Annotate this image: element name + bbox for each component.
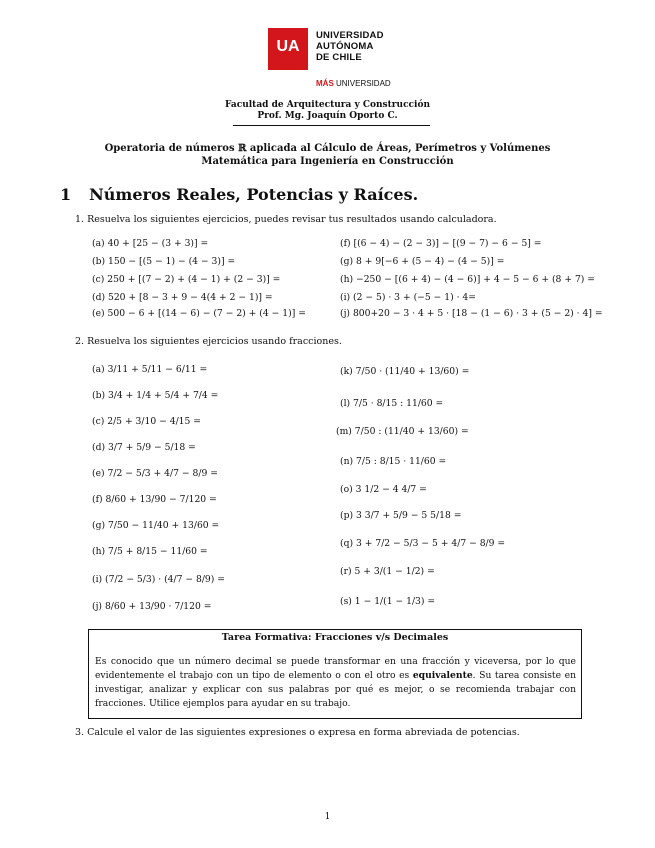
q1-item-f: (f) [(6 − 4) − (2 − 3)] − [(9 − 7) − 6 − 5] = xyxy=(340,238,542,249)
task-text-bold: equivalente xyxy=(412,670,473,681)
logo-tagline xyxy=(316,79,391,88)
faculty-name: Facultad de Arquitectura y Construcción xyxy=(225,100,430,110)
q2-item-f: (f) 8/60 + 13/90 − 7/120 = xyxy=(92,494,217,505)
q1-item-c: (c) 250 + [(7 − 2) + (4 − 1) + (2 − 3)] = xyxy=(92,274,281,285)
q1-item-d: (d) 520 + [8 − 3 + 9 − 4(4 + 2 − 1)] = xyxy=(92,292,273,303)
question-3-text: 3. Calcule el valor de las siguientes expresiones o expresa en forma abreviada de potencias. xyxy=(75,727,520,738)
document-title: Operatoria de números ℝ aplicada al Cálculo de Áreas, Perímetros y Volúmenes xyxy=(104,143,551,154)
q1-item-j: (j) 800+20 − 3 · 4 + 5 · [18 − (1 − 6) · 3 + (5 − 2) · 4] = xyxy=(340,308,603,319)
logo-name-line: DE CHILE xyxy=(316,52,362,63)
formative-task-text xyxy=(95,655,576,711)
q2-item-h: (h) 7/5 + 8/15 − 11/60 = xyxy=(92,546,208,557)
q2-item-o: (o) 3 1/2 − 4 4/7 = xyxy=(340,484,427,495)
logo-name-line: AUTÓNOMA xyxy=(316,41,374,52)
q1-item-e: (e) 500 − 6 + [(14 − 6) − (7 − 2) + (4 − 1)] = xyxy=(92,308,306,319)
section-heading xyxy=(60,185,418,204)
q2-item-d: (d) 3/7 + 5/9 − 5/18 = xyxy=(92,442,196,453)
question-2-text: 2. Resuelva los siguientes ejercicios usando fracciones. xyxy=(75,336,342,347)
q2-item-e: (e) 7/2 − 5/3 + 4/7 − 8/9 = xyxy=(92,468,218,479)
task-text-part: . Su tarea consiste en investigar, analizar y explicar con sus palabras por qué es mejor, o se recomienda trabajar con fracciones. Utilice ejemplos para ayudar en su trabajo. xyxy=(95,670,576,709)
q2-item-g: (g) 7/50 − 11/40 + 13/60 = xyxy=(92,520,220,531)
q2-item-n: (n) 7/5 : 8/15 · 11/60 = xyxy=(340,456,447,467)
section-title: Números Reales, Potencias y Raíces. xyxy=(89,185,419,204)
q2-item-c: (c) 2/5 + 3/10 − 4/15 = xyxy=(92,416,201,427)
document-subtitle: Matemática para Ingeniería en Construcción xyxy=(201,156,454,167)
page-number: 1 xyxy=(324,812,331,822)
task-text-part: Es conocido que un número decimal se puede transformar en una fracción y viceversa, por lo que evidentemente el trabajo con un tipo de elemento o con el otro es xyxy=(95,656,576,681)
q2-item-p: (p) 3 3/7 + 5/9 − 5 5/18 = xyxy=(340,510,462,521)
q1-item-b: (b) 150 − [(5 − 1) − (4 − 3)] = xyxy=(92,256,236,267)
q1-item-h: (h) −250 − [(6 + 4) − (4 − 6)] + 4 − 5 − 6 + (8 + 7) = xyxy=(340,274,595,285)
logo-name-line: UNIVERSIDAD xyxy=(316,30,384,41)
q2-item-i: (i) (7/2 − 5/3) · (4/7 − 8/9) = xyxy=(92,574,225,585)
q2-item-l: (l) 7/5 · 8/15 : 11/60 = xyxy=(340,398,444,409)
q2-item-m: (m) 7/50 : (11/40 + 13/60) = xyxy=(336,426,469,437)
q1-item-a: (a) 40 + [25 − (3 + 3)] = xyxy=(92,238,209,249)
header-rule xyxy=(233,125,430,126)
q2-item-a: (a) 3/11 + 5/11 − 6/11 = xyxy=(92,364,208,375)
q2-item-s: (s) 1 − 1/(1 − 1/3) = xyxy=(340,596,436,607)
question-1-text: 1. Resuelva los siguientes ejercicios, puedes revisar tus resultados usando calculadora. xyxy=(75,214,497,225)
q1-item-i: (i) (2 − 5) · 3 + (−5 − 1) · 4= xyxy=(340,292,476,303)
q2-item-j: (j) 8/60 + 13/90 · 7/120 = xyxy=(92,601,212,612)
professor-name: Prof. Mg. Joaquín Oporto C. xyxy=(257,111,398,121)
logo-tagline-bold: MÁS xyxy=(316,79,334,88)
q2-item-r: (r) 5 + 3/(1 − 1/2) = xyxy=(340,566,435,577)
logo-emblem-text: UA xyxy=(276,38,300,55)
q2-item-k: (k) 7/50 · (11/40 + 13/60) = xyxy=(340,366,470,377)
section-number: 1 xyxy=(60,185,72,204)
q2-item-b: (b) 3/4 + 1/4 + 5/4 + 7/4 = xyxy=(92,390,219,401)
q1-item-g: (g) 8 + 9[−6 + (5 − 4) − (4 − 5)] = xyxy=(340,256,505,267)
q2-item-q: (q) 3 + 7/2 − 5/3 − 5 + 4/7 − 8/9 = xyxy=(340,538,506,549)
logo-tagline-rest: UNIVERSIDAD xyxy=(333,79,391,88)
formative-task-title: Tarea Formativa: Fracciones v/s Decimales xyxy=(221,632,449,643)
logo-university-name xyxy=(316,30,384,63)
